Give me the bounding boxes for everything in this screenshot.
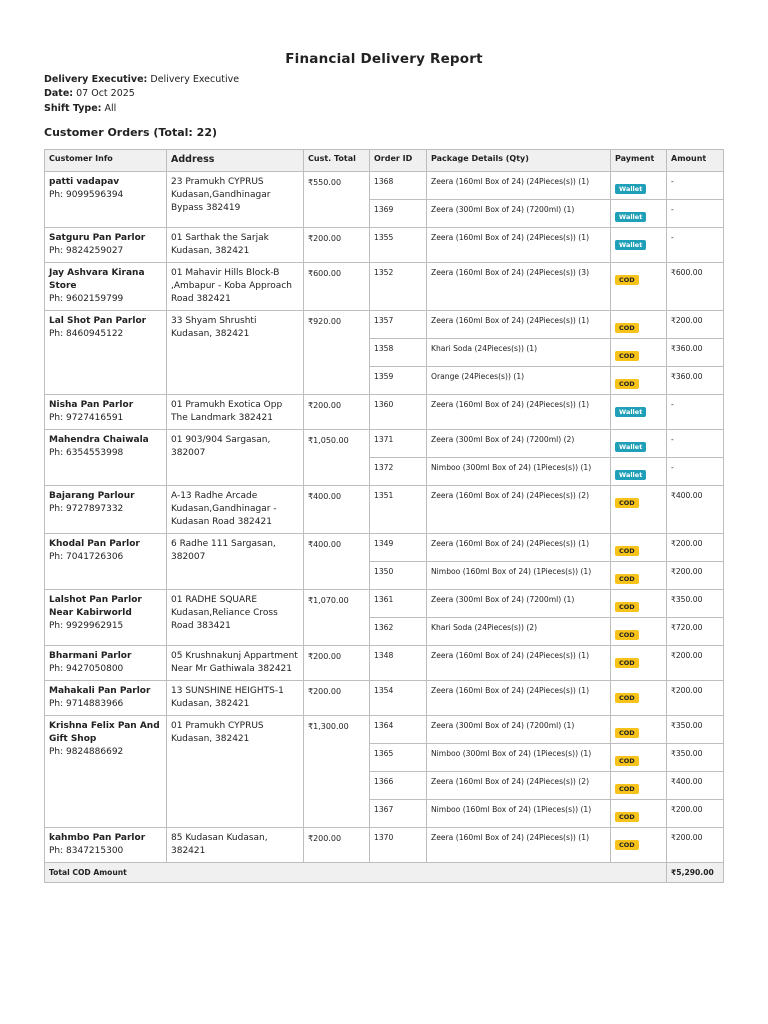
meta-label: Date: — [44, 88, 74, 100]
order-amount: - — [667, 458, 724, 486]
customer-address: 23 Pramukh CYPRUS Kudasan,Gandhinagar Bypass 382419 — [167, 172, 304, 228]
order-id: 1351 — [370, 486, 427, 534]
customer-total: ₹200.00 — [304, 646, 370, 681]
order-amount: - — [667, 395, 724, 430]
payment-cell — [611, 395, 667, 430]
customer-info-cell — [45, 228, 167, 263]
table-row — [45, 395, 724, 430]
package-details: Zeera (300ml Box of 24) (7200ml) (1) — [427, 200, 611, 228]
customer-orders-table — [44, 149, 724, 883]
meta-value: Delivery Executive — [150, 74, 240, 85]
customer-address: 01 Mahavir Hills Block-B ,Ambapur - Koba Approach Road 382421 — [167, 263, 304, 311]
payment-cell — [611, 311, 667, 339]
order-id: 1360 — [370, 395, 427, 430]
customer-name: Mahendra Chaiwala — [49, 435, 149, 445]
order-id: 1367 — [370, 800, 427, 828]
order-amount: - — [667, 430, 724, 458]
table-row — [45, 681, 724, 716]
total-cod-row — [45, 863, 724, 883]
package-details: Zeera (300ml Box of 24) (7200ml) (2) — [427, 430, 611, 458]
customer-name: Krishna Felix Pan And Gift Shop — [49, 721, 160, 744]
customer-name: patti vadapav — [49, 177, 120, 187]
customer-address: 6 Radhe 111 Sargasan, 382007 — [167, 534, 304, 590]
payment-cell — [611, 486, 667, 534]
package-details: Zeera (300ml Box of 24) (7200ml) (1) — [427, 590, 611, 618]
customer-address: 33 Shyam Shrushti Kudasan, 382421 — [167, 311, 304, 395]
order-id: 1354 — [370, 681, 427, 716]
customer-address: 13 SUNSHINE HEIGHTS-1 Kudasan, 382421 — [167, 681, 304, 716]
order-id: 1370 — [370, 828, 427, 863]
customer-total: ₹1,300.00 — [304, 716, 370, 828]
customer-info-cell — [45, 263, 167, 311]
package-details: Zeera (300ml Box of 24) (7200ml) (1) — [427, 716, 611, 744]
customer-total: ₹200.00 — [304, 828, 370, 863]
order-id: 1365 — [370, 744, 427, 772]
package-details: Zeera (160ml Box of 24) (24Pieces(s)) (1) — [427, 646, 611, 681]
wallet-badge: Wallet — [615, 470, 646, 480]
order-amount: ₹360.00 — [667, 367, 724, 395]
table-row — [45, 228, 724, 263]
customer-info-cell — [45, 828, 167, 863]
order-id: 1369 — [370, 200, 427, 228]
table-row — [45, 590, 724, 618]
cod-badge: COD — [615, 756, 639, 766]
wallet-badge: Wallet — [615, 212, 646, 222]
customer-info-cell — [45, 646, 167, 681]
customer-total: ₹1,050.00 — [304, 430, 370, 486]
cod-badge: COD — [615, 630, 639, 640]
order-id: 1359 — [370, 367, 427, 395]
col-header-amount: Amount — [667, 150, 724, 172]
meta-value: 07 Oct 2025 — [76, 88, 135, 100]
wallet-badge: Wallet — [615, 240, 646, 250]
order-amount: ₹360.00 — [667, 339, 724, 367]
table-row — [45, 716, 724, 744]
customer-address: 01 Pramukh Exotica Opp The Landmark 382421 — [167, 395, 304, 430]
customer-address: 01 RADHE SQUARE Kudasan,Reliance Cross Road 383421 — [167, 590, 304, 646]
order-id: 1368 — [370, 172, 427, 200]
customer-total: ₹400.00 — [304, 486, 370, 534]
order-id: 1349 — [370, 534, 427, 562]
customer-phone: Ph: 9727416591 — [49, 413, 124, 423]
cod-badge: COD — [615, 498, 639, 508]
customer-name: Bharmani Parlor — [49, 651, 132, 661]
customer-total: ₹550.00 — [304, 172, 370, 228]
cod-badge: COD — [615, 812, 639, 822]
customer-total: ₹600.00 — [304, 263, 370, 311]
customer-info-cell — [45, 590, 167, 646]
cod-badge: COD — [615, 275, 639, 285]
package-details: Nimboo (160ml Box of 24) (1Pieces(s)) (1) — [427, 800, 611, 828]
package-details: Zeera (160ml Box of 24) (24Pieces(s)) (1) — [427, 311, 611, 339]
package-details: Zeera (160ml Box of 24) (24Pieces(s)) (1) — [427, 681, 611, 716]
payment-cell — [611, 172, 667, 200]
customer-name: Satguru Pan Parlor — [49, 233, 146, 243]
payment-cell — [611, 828, 667, 863]
package-details: Khari Soda (24Pieces(s)) (1) — [427, 339, 611, 367]
order-amount: ₹200.00 — [667, 534, 724, 562]
meta-delivery-executive — [44, 73, 239, 87]
meta-shift-type — [44, 102, 239, 116]
customer-total: ₹200.00 — [304, 395, 370, 430]
customer-name: Jay Ashvara Kirana Store — [49, 268, 145, 291]
customer-name: Bajarang Parlour — [49, 491, 135, 501]
meta-label: Delivery Executive: — [44, 74, 148, 85]
package-details: Zeera (160ml Box of 24) (24Pieces(s)) (1) — [427, 395, 611, 430]
customer-name: Khodal Pan Parlor — [49, 539, 140, 549]
order-id: 1361 — [370, 590, 427, 618]
order-id: 1357 — [370, 311, 427, 339]
order-id: 1358 — [370, 339, 427, 367]
col-header-address: Address — [167, 150, 304, 172]
order-amount: ₹400.00 — [667, 772, 724, 800]
order-amount: ₹200.00 — [667, 311, 724, 339]
order-amount: ₹600.00 — [667, 263, 724, 311]
customer-total: ₹200.00 — [304, 228, 370, 263]
col-header-payment: Payment — [611, 150, 667, 172]
payment-cell — [611, 200, 667, 228]
customer-address: 05 Krushnakunj Appartment Near Mr Gathiwala 382421 — [167, 646, 304, 681]
col-header-order-id: Order ID — [370, 150, 427, 172]
payment-cell — [611, 646, 667, 681]
customer-name: Mahakali Pan Parlor — [49, 686, 151, 696]
col-header-cust-total: Cust. Total — [304, 150, 370, 172]
order-id: 1366 — [370, 772, 427, 800]
order-id: 1355 — [370, 228, 427, 263]
customer-phone: Ph: 8347215300 — [49, 846, 124, 856]
cod-badge: COD — [615, 784, 639, 794]
customer-name: Lalshot Pan Parlor Near Kabirworld — [49, 595, 142, 618]
payment-cell — [611, 339, 667, 367]
customer-phone: Ph: 9929962915 — [49, 621, 124, 631]
table-row — [45, 486, 724, 534]
order-amount: - — [667, 200, 724, 228]
package-details: Zeera (160ml Box of 24) (24Pieces(s)) (3) — [427, 263, 611, 311]
customer-total: ₹200.00 — [304, 681, 370, 716]
payment-cell — [611, 716, 667, 744]
cod-badge: COD — [615, 323, 639, 333]
customer-address: 85 Kudasan Kudasan, 382421 — [167, 828, 304, 863]
customer-address: 01 903/904 Sargasan, 382007 — [167, 430, 304, 486]
customer-phone: Ph: 9824259027 — [49, 246, 124, 256]
payment-cell — [611, 590, 667, 618]
payment-cell — [611, 800, 667, 828]
table-header-row — [45, 150, 724, 172]
payment-cell — [611, 562, 667, 590]
cod-badge: COD — [615, 728, 639, 738]
customer-phone: Ph: 8460945122 — [49, 329, 124, 339]
col-header-customer-info: Customer Info — [45, 150, 167, 172]
table-row — [45, 828, 724, 863]
customer-info-cell — [45, 395, 167, 430]
table-row — [45, 172, 724, 200]
customer-address: A-13 Radhe Arcade Kudasan,Gandhinagar - Kudasan Road 382421 — [167, 486, 304, 534]
customer-name: Nisha Pan Parlor — [49, 400, 134, 410]
table-row — [45, 646, 724, 681]
payment-cell — [611, 263, 667, 311]
order-amount: - — [667, 228, 724, 263]
cod-badge: COD — [615, 351, 639, 361]
table-row — [45, 311, 724, 339]
customer-info-cell — [45, 311, 167, 395]
package-details: Zeera (160ml Box of 24) (24Pieces(s)) (1) — [427, 534, 611, 562]
order-amount: - — [667, 172, 724, 200]
cod-badge: COD — [615, 379, 639, 389]
customer-phone: Ph: 7041726306 — [49, 552, 124, 562]
payment-cell — [611, 458, 667, 486]
meta-value: All — [104, 102, 117, 114]
cod-badge: COD — [615, 658, 639, 668]
order-amount: ₹350.00 — [667, 744, 724, 772]
customer-info-cell — [45, 172, 167, 228]
meta-date — [44, 87, 239, 101]
package-details: Zeera (160ml Box of 24) (24Pieces(s)) (1) — [427, 228, 611, 263]
order-amount: ₹720.00 — [667, 618, 724, 646]
order-amount: ₹350.00 — [667, 590, 724, 618]
payment-cell — [611, 228, 667, 263]
wallet-badge: Wallet — [615, 407, 646, 417]
order-amount: ₹200.00 — [667, 646, 724, 681]
customer-info-cell — [45, 716, 167, 828]
customer-info-cell — [45, 486, 167, 534]
wallet-badge: Wallet — [615, 442, 646, 452]
order-id: 1364 — [370, 716, 427, 744]
payment-cell — [611, 681, 667, 716]
customer-info-cell — [45, 681, 167, 716]
customer-phone: Ph: 9602159799 — [49, 294, 124, 304]
order-amount: ₹400.00 — [667, 486, 724, 534]
package-details: Zeera (160ml Box of 24) (24Pieces(s)) (2) — [427, 486, 611, 534]
package-details: Zeera (160ml Box of 24) (24Pieces(s)) (2) — [427, 772, 611, 800]
payment-cell — [611, 367, 667, 395]
order-id: 1348 — [370, 646, 427, 681]
customer-total: ₹400.00 — [304, 534, 370, 590]
total-cod-amount: ₹5,290.00 — [667, 863, 724, 883]
payment-cell — [611, 618, 667, 646]
cod-badge: COD — [615, 602, 639, 612]
package-details: Khari Soda (24Pieces(s)) (2) — [427, 618, 611, 646]
payment-cell — [611, 744, 667, 772]
customer-total: ₹920.00 — [304, 311, 370, 395]
cod-badge: COD — [615, 546, 639, 556]
order-id: 1371 — [370, 430, 427, 458]
customer-phone: Ph: 9727897332 — [49, 504, 124, 514]
total-cod-label: Total COD Amount — [45, 863, 667, 883]
payment-cell — [611, 772, 667, 800]
customer-info-cell — [45, 534, 167, 590]
section-title: Customer Orders (Total: 22) — [44, 126, 217, 139]
order-id: 1350 — [370, 562, 427, 590]
customer-phone: Ph: 9824886692 — [49, 747, 124, 757]
order-amount: ₹200.00 — [667, 800, 724, 828]
customer-phone: Ph: 9099596394 — [49, 190, 124, 200]
customer-info-cell — [45, 430, 167, 486]
order-amount: ₹200.00 — [667, 681, 724, 716]
order-amount: ₹200.00 — [667, 562, 724, 590]
customer-phone: Ph: 9714883966 — [49, 699, 124, 709]
wallet-badge: Wallet — [615, 184, 646, 194]
customer-name: kahmbo Pan Parlor — [49, 833, 146, 843]
cod-badge: COD — [615, 693, 639, 703]
payment-cell — [611, 534, 667, 562]
order-id: 1362 — [370, 618, 427, 646]
table-row — [45, 263, 724, 311]
order-amount: ₹200.00 — [667, 828, 724, 863]
customer-phone: Ph: 6354553998 — [49, 448, 124, 458]
customer-phone: Ph: 9427050800 — [49, 664, 124, 674]
package-details: Zeera (160ml Box of 24) (24Pieces(s)) (1) — [427, 828, 611, 863]
table-row — [45, 430, 724, 458]
payment-cell — [611, 430, 667, 458]
order-amount: ₹350.00 — [667, 716, 724, 744]
report-meta — [44, 73, 239, 116]
package-details: Zeera (160ml Box of 24) (24Pieces(s)) (1) — [427, 172, 611, 200]
package-details: Nimboo (160ml Box of 24) (1Pieces(s)) (1) — [427, 562, 611, 590]
package-details: Nimboo (300ml Box of 24) (1Pieces(s)) (1) — [427, 744, 611, 772]
customer-address: 01 Pramukh CYPRUS Kudasan, 382421 — [167, 716, 304, 828]
customer-total: ₹1,070.00 — [304, 590, 370, 646]
order-id: 1352 — [370, 263, 427, 311]
col-header-package-details: Package Details (Qty) — [427, 150, 611, 172]
order-id: 1372 — [370, 458, 427, 486]
table-row — [45, 534, 724, 562]
customer-name: Lal Shot Pan Parlor — [49, 316, 147, 326]
cod-badge: COD — [615, 574, 639, 584]
package-details: Orange (24Pieces(s)) (1) — [427, 367, 611, 395]
report-title: Financial Delivery Report — [285, 51, 483, 67]
cod-badge: COD — [615, 840, 639, 850]
meta-label: Shift Type: — [44, 102, 102, 114]
customer-address: 01 Sarthak the Sarjak Kudasan, 382421 — [167, 228, 304, 263]
package-details: Nimboo (300ml Box of 24) (1Pieces(s)) (1) — [427, 458, 611, 486]
